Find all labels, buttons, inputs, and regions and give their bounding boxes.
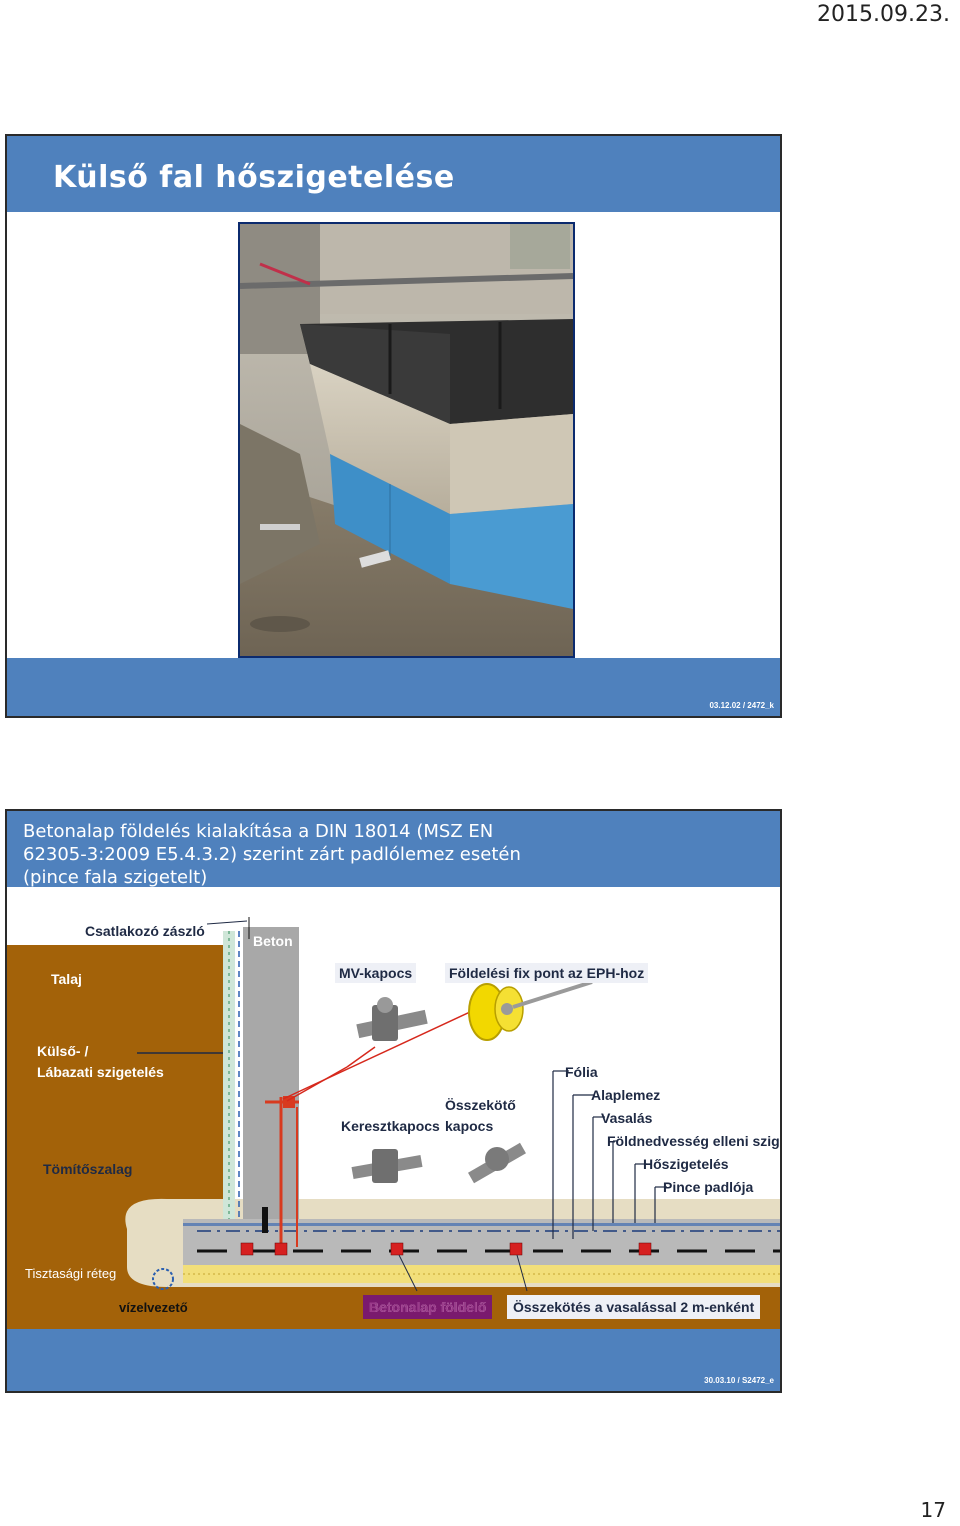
label-beton: Beton	[253, 933, 293, 949]
footer-code: 30.03.10 / S2472_e	[704, 1376, 774, 1385]
slide-title-bar	[7, 136, 780, 212]
label-hoszigeteles: Hőszigetelés	[643, 1156, 729, 1172]
slide-footer-bar	[7, 1329, 780, 1391]
page-date: 2015.09.23.	[817, 2, 950, 27]
page-number: 17	[920, 1498, 946, 1522]
label-betonalap-foldelo-text: Betonalap földelő	[369, 1299, 487, 1315]
slide-title-line-2: 62305-3:2009 E5.4.3.2) szerint zárt padlólemez esetén	[23, 844, 521, 865]
label-foldnedvesseg: Földnedvesség elleni szig	[607, 1133, 780, 1149]
connecting-clamp-image	[468, 1143, 526, 1183]
label-alaplemez: Alaplemez	[591, 1087, 661, 1103]
slide-title-line-1: Betonalap földelés kialakítása a DIN 18014 (MSZ EN	[23, 821, 494, 842]
label-talaj: Talaj	[51, 971, 82, 987]
label-vizelvezeto: vízelvezető	[119, 1300, 188, 1315]
label-kapocs: kapocs	[445, 1118, 494, 1134]
foundation-photo	[238, 222, 575, 658]
label-tomitoszalag: Tömítőszalag	[43, 1161, 133, 1177]
slide-title-bar	[7, 811, 780, 887]
slide-footer-bar	[7, 658, 780, 716]
mv-clamp-image	[356, 997, 427, 1041]
label-mv-kapocs: MV-kapocs	[335, 963, 416, 983]
label-pince-padloja: Pince padlója	[663, 1179, 754, 1195]
footer-code: 03.12.02 / 2472_k	[709, 701, 774, 710]
label-folia: Fólia	[565, 1064, 598, 1080]
slide-title-line-3: (pince fala szigetelt)	[23, 867, 208, 888]
label-betonalap-foldelo	[363, 1295, 492, 1319]
slide-2	[5, 809, 782, 1393]
slide-1	[5, 134, 782, 718]
label-labazati: Lábazati szigetelés	[37, 1064, 164, 1080]
grounding-diagram	[7, 887, 780, 1329]
label-foldelesi-fix-pont: Földelési fix pont az EPH-hoz	[445, 963, 648, 983]
label-keresztkapocs: Keresztkapocs	[341, 1118, 440, 1134]
label-csatlakozo-zaszlo: Csatlakozó zászló	[85, 923, 205, 939]
label-vasalas: Vasalás	[601, 1110, 653, 1126]
slide-title: Külső fal hőszigetelése	[53, 160, 455, 195]
cross-clamp-image	[351, 1149, 422, 1183]
label-tisztasagi-reteg: Tisztasági réteg	[25, 1266, 117, 1281]
eph-fixed-point-image	[469, 982, 592, 1040]
label-kulso: Külső- /	[37, 1043, 89, 1059]
label-osszekoto: Összekötő	[445, 1097, 516, 1113]
label-osszekotes: Összekötés a vasalással 2 m-enként	[507, 1295, 760, 1319]
